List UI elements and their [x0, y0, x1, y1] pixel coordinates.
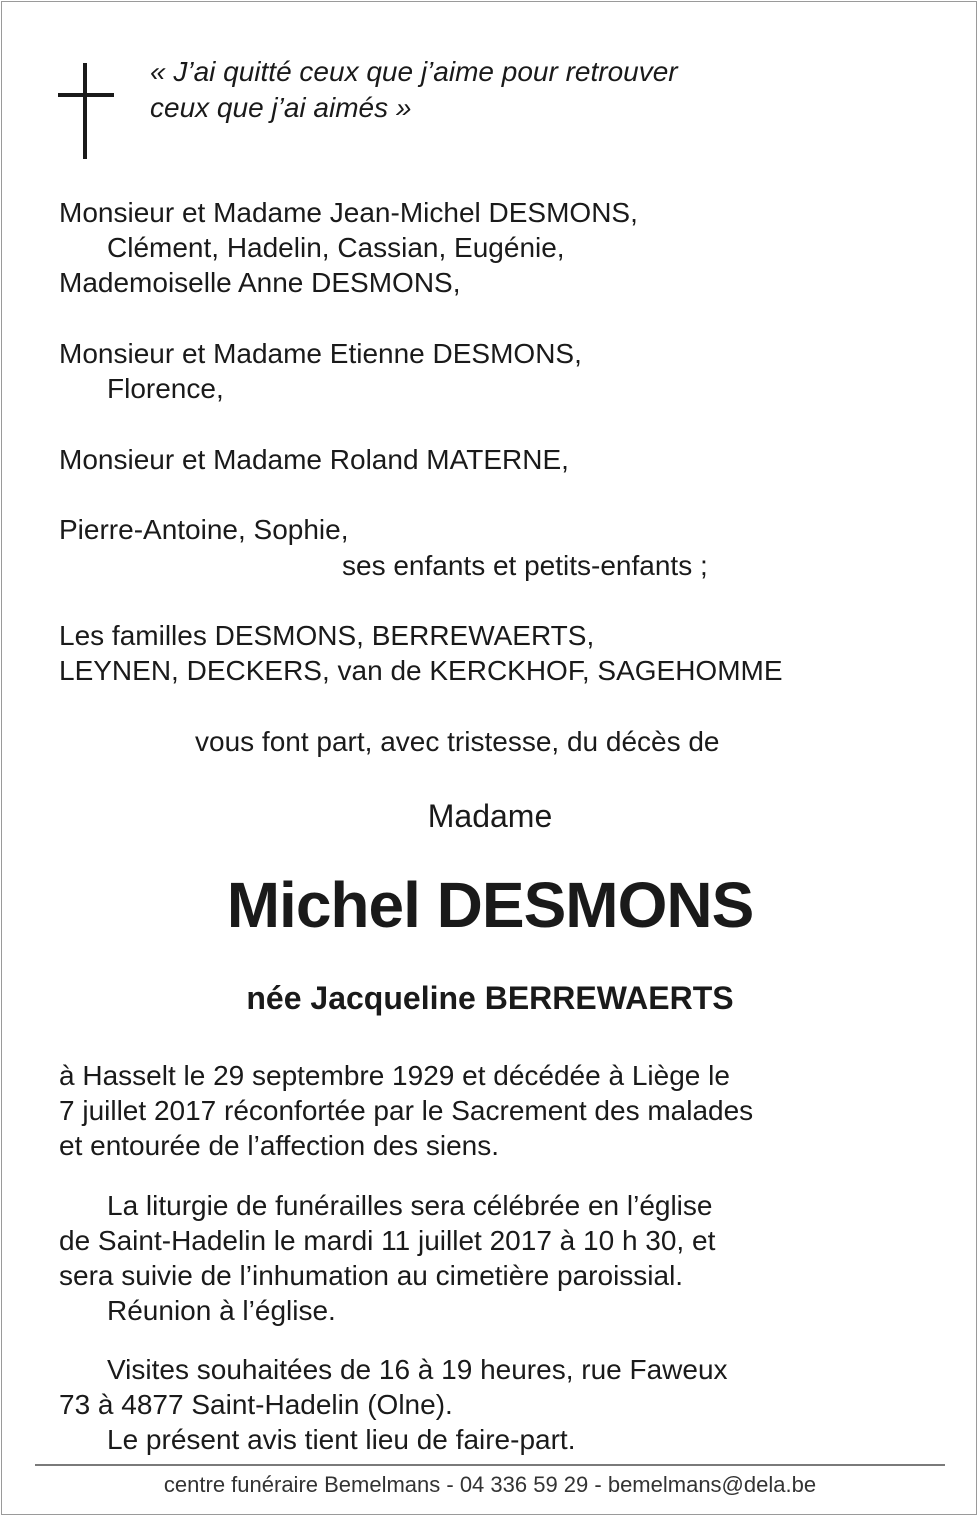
- maiden-name: née Jacqueline BERREWAERTS: [246, 980, 734, 1016]
- epigraph-line: « J’ai quitté ceux que j’aime pour retrouver: [150, 56, 678, 87]
- deceased-name: Michel DESMONS: [226, 869, 754, 941]
- family-line: Monsieur et Madame Roland MATERNE,: [59, 444, 569, 475]
- footer-contact: centre funéraire Bemelmans - 04 336 59 29 - bemelmans@dela.be: [163, 1472, 817, 1497]
- cross-icon: [58, 63, 114, 159]
- deceased-title: Madame: [427, 798, 553, 834]
- family-line: Pierre-Antoine, Sophie,: [59, 514, 349, 545]
- detail-line: à Hasselt le 29 septembre 1929 et décédée à Liège le: [59, 1060, 730, 1091]
- family-line: Mademoiselle Anne DESMONS,: [59, 267, 461, 298]
- epigraph-line: ceux que j’ai aimés »: [150, 92, 412, 123]
- family-line: Clément, Hadelin, Cassian, Eugénie,: [107, 232, 565, 263]
- funeral-line: Réunion à l’église.: [107, 1295, 336, 1326]
- family-line: Les familles DESMONS, BERREWAERTS,: [59, 620, 595, 651]
- family-line: Monsieur et Madame Etienne DESMONS,: [59, 338, 582, 369]
- family-line: LEYNEN, DECKERS, van de KERCKHOF, SAGEHOMME: [59, 655, 783, 686]
- funeral-line: sera suivie de l’inhumation au cimetière paroissial.: [59, 1260, 684, 1291]
- visits-line: Le présent avis tient lieu de faire-part.: [107, 1424, 576, 1455]
- funeral-line: La liturgie de funérailles sera célébrée en l’église: [107, 1190, 713, 1221]
- visits-line: Visites souhaitées de 16 à 19 heures, rue Faweux: [107, 1354, 728, 1385]
- family-relation: ses enfants et petits-enfants ;: [342, 550, 708, 581]
- family-line: Florence,: [107, 373, 224, 404]
- footer-divider: [35, 1464, 945, 1466]
- announcement-text: vous font part, avec tristesse, du décès de: [195, 726, 720, 757]
- detail-line: et entourée de l’affection des siens.: [59, 1130, 500, 1161]
- family-line: Monsieur et Madame Jean-Michel DESMONS,: [59, 197, 638, 228]
- visits-line: 73 à 4877 Saint-Hadelin (Olne).: [59, 1389, 453, 1420]
- detail-line: 7 juillet 2017 réconfortée par le Sacrement des malades: [59, 1095, 754, 1126]
- funeral-line: de Saint-Hadelin le mardi 11 juillet 2017 à 10 h 30, et: [59, 1225, 716, 1256]
- epigraph-quote: [150, 54, 678, 126]
